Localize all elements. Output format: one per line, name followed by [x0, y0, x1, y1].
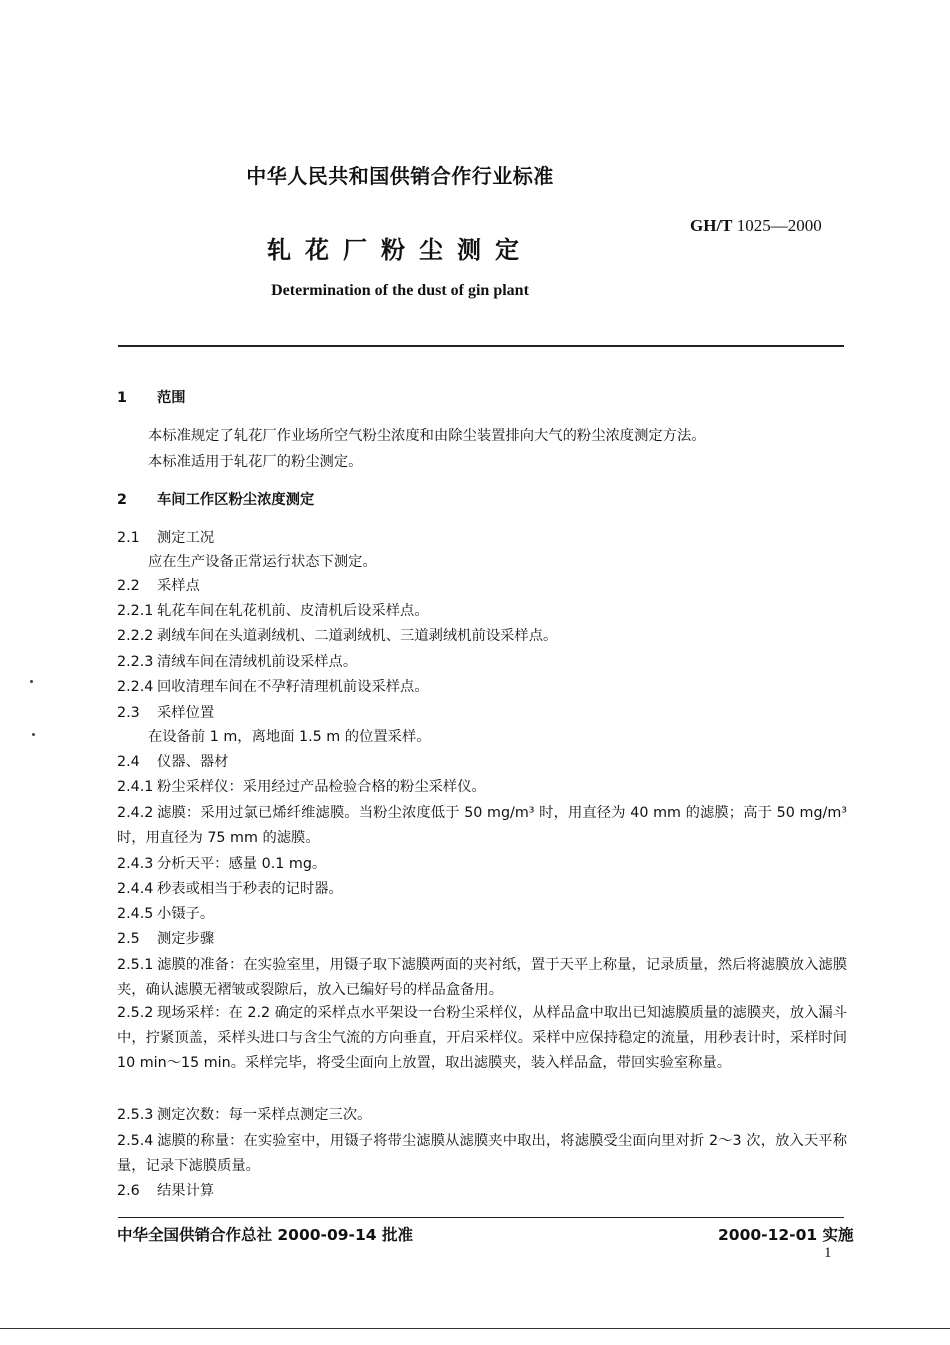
page-number: 1 — [824, 1245, 832, 1261]
clause-2-4-5: 2.4.5 小镊子。 — [117, 906, 215, 922]
section-1-paragraph-2: 本标准适用于轧花厂的粉尘测定。 — [148, 454, 363, 470]
clause-2-6: 2.6 结果计算 — [117, 1183, 215, 1199]
document-title-english: Determination of the dust of gin plant — [271, 282, 529, 299]
scan-edge — [0, 1328, 950, 1329]
clause-2-5-3: 2.5.3 测定次数：每一采样点测定三次。 — [117, 1107, 372, 1123]
standard-code-number: 1025—2000 — [736, 216, 822, 235]
footer-divider — [118, 1217, 844, 1218]
header-divider — [118, 345, 844, 347]
section-1-heading: 1 范围 — [117, 390, 186, 406]
clause-2-5-2: 2.5.2 现场采样：在 2.2 确定的采样点水平架设一台粉尘采样仪，从样品盒中取出已知滤膜质量的滤膜夹，放入漏斗中，拧紧顶盖，采样头进口与含尘气流的方向垂直，开启采样仪。采样中应保持稳定的流量，用秒表计时，采样时间 10 min～15 min。采样完毕，将受尘面向上放置，取出滤膜夹，装入样品盒，带回实验室称量。 — [117, 1005, 847, 1071]
clause-2-3: 2.3 采样位置 — [117, 705, 215, 721]
approval-date: 中华全国供销合作总社 2000-09-14 批准 — [117, 1226, 413, 1244]
clause-2-5-1: 2.5.1 滤膜的准备：在实验室里，用镊子取下滤膜两面的夹衬纸，置于天平上称量，记录质量，然后将滤膜放入滤膜夹，确认滤膜无褶皱或裂隙后，放入已编好号的样品盒备用。 — [117, 957, 847, 998]
clause-2-5: 2.5 测定步骤 — [117, 931, 215, 947]
section-1-paragraph-1: 本标准规定了轧花厂作业场所空气粉尘浓度和由除尘装置排向大气的粉尘浓度测定方法。 — [148, 428, 706, 444]
clause-2-2: 2.2 采样点 — [117, 578, 200, 594]
clause-2-1: 2.1 测定工况 — [117, 530, 215, 546]
section-2-heading: 2 车间工作区粉尘浓度测定 — [117, 492, 315, 508]
scan-speck — [30, 680, 33, 683]
scan-speck — [32, 733, 35, 736]
standard-code-prefix: GH/T — [690, 216, 733, 235]
clause-2-4-1: 2.4.1 粉尘采样仪：采用经过产品检验合格的粉尘采样仪。 — [117, 779, 486, 795]
clause-2-1-paragraph: 应在生产设备正常运行状态下测定。 — [148, 554, 377, 570]
clause-2-2-1: 2.2.1 轧花车间在轧花机前、皮清机后设采样点。 — [117, 603, 429, 619]
document-title: 轧花厂粉尘测定 — [267, 236, 533, 264]
clause-2-2-4: 2.2.4 回收清理车间在不孕籽清理机前设采样点。 — [117, 679, 429, 695]
clause-2-4: 2.4 仪器、器材 — [117, 754, 229, 770]
clause-2-2-3: 2.2.3 清绒车间在清绒机前设采样点。 — [117, 654, 358, 670]
clause-2-4-4: 2.4.4 秒表或相当于秒表的记时器。 — [117, 881, 343, 897]
effective-date: 2000-12-01 实施 — [718, 1226, 854, 1244]
clause-2-4-3: 2.4.3 分析天平：感量 0.1 mg。 — [117, 856, 327, 872]
clause-2-3-paragraph: 在设备前 1 m，离地面 1.5 m 的位置采样。 — [148, 729, 431, 745]
clause-2-4-2: 2.4.2 滤膜：采用过氯已烯纤维滤膜。当粉尘浓度低于 50 mg/m³ 时，用直径为 40 mm 的滤膜；高于 50 mg/m³时，用直径为 75 mm 的滤膜。 — [117, 805, 847, 846]
clause-2-5-4: 2.5.4 滤膜的称量：在实验室中，用镊子将带尘滤膜从滤膜夹中取出，将滤膜受尘面向里对折 2～3 次，放入天平称量，记录下滤膜质量。 — [117, 1133, 847, 1174]
issuing-category: 中华人民共和国供销合作行业标准 — [246, 164, 554, 188]
clause-2-2-2: 2.2.2 剥绒车间在头道剥绒机、二道剥绒机、三道剥绒机前设采样点。 — [117, 628, 558, 644]
